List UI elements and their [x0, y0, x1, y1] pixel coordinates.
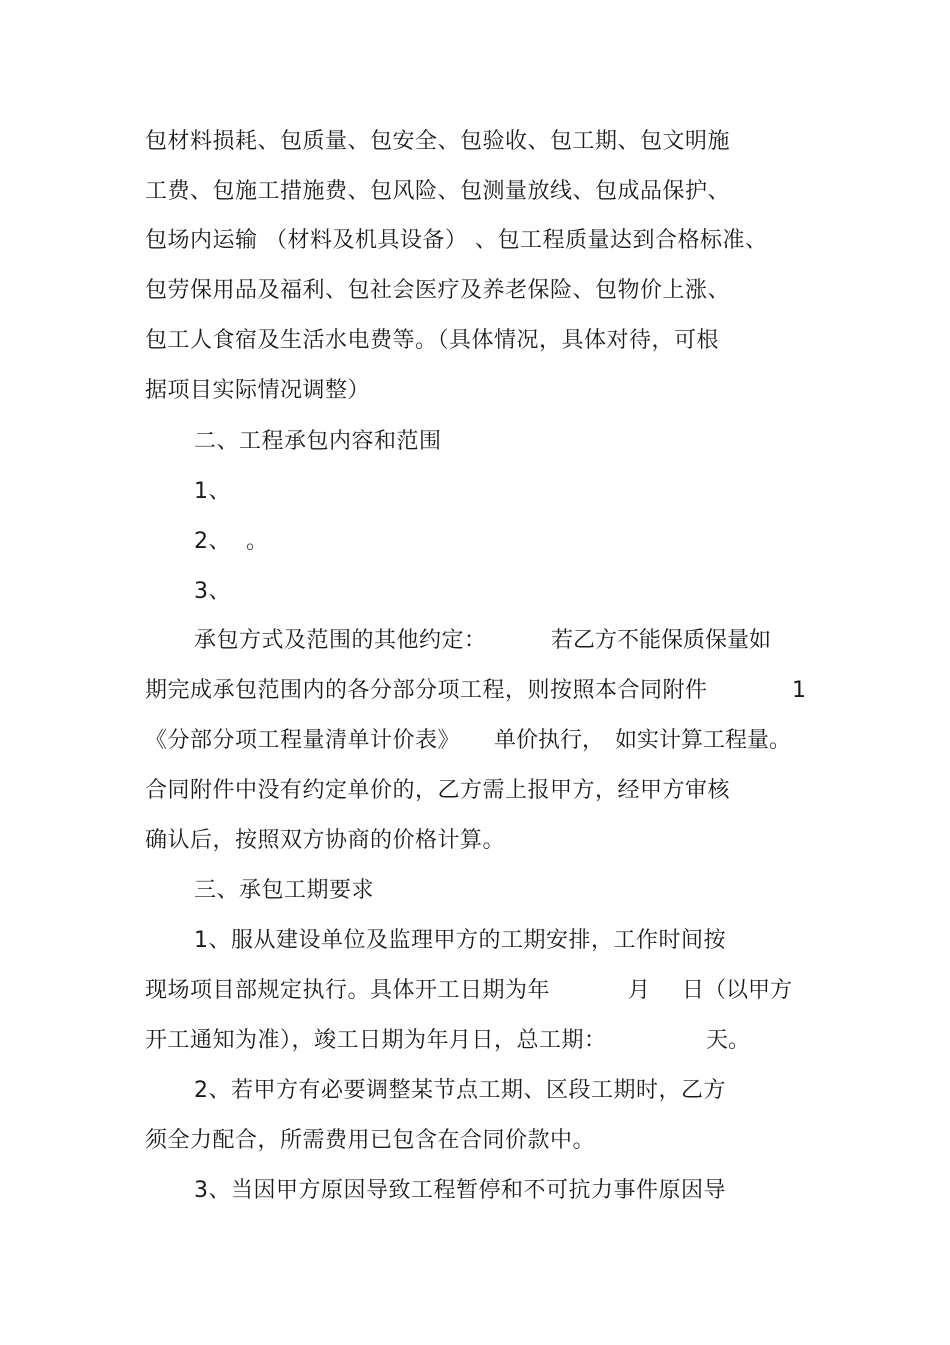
- list-item: 3、: [194, 579, 231, 604]
- list-item: 1、: [194, 479, 231, 504]
- paragraph-line: 包劳保用品及福利、包社会医疗及养老保险、包物价上涨、: [145, 278, 731, 303]
- section-heading: 二、工程承包内容和范围: [194, 429, 442, 454]
- paragraph-fragment: 日（以甲方: [682, 978, 793, 1003]
- attachment-number: 1: [792, 678, 806, 703]
- paragraph-line: 包材料损耗、包质量、包安全、包验收、包工期、包文明施: [145, 129, 731, 154]
- paragraph-line: 3、当因甲方原因导致工程暂停和不可抗力事件原因导: [194, 1178, 726, 1203]
- paragraph-line: 包场内运输 （材料及机具设备） 、包工程质量达到合格标准、: [145, 228, 768, 253]
- paragraph-line: 承包方式及范围的其他约定：: [194, 628, 487, 653]
- paragraph-fragment: 如实计算工程量。: [615, 728, 792, 753]
- paragraph-fragment: 月: [628, 978, 651, 1003]
- paragraph-line: 开工通知为准），竣工日期为年月日，总工期：: [145, 1028, 607, 1053]
- list-item: 2、 。: [194, 529, 269, 554]
- paragraph-fragment: 天。: [706, 1028, 751, 1053]
- paragraph-line: 《分部分项工程量清单计价表》: [145, 728, 461, 753]
- section-heading: 三、承包工期要求: [194, 878, 375, 903]
- paragraph-line: 2、若甲方有必要调整某节点工期、区段工期时，乙方: [194, 1078, 726, 1103]
- paragraph-fragment: 单价执行，: [494, 728, 605, 753]
- paragraph-line: 据项目实际情况调整）: [145, 378, 371, 403]
- paragraph-line: 确认后，按照双方协商的价格计算。: [145, 828, 506, 853]
- paragraph-line: 包工人食宿及生活水电费等。（具体情况，具体对待，可根: [145, 328, 720, 353]
- paragraph-fragment: 若乙方不能保质保量如: [551, 628, 772, 653]
- paragraph-line: 期完成承包范围内的各分部分项工程，则按照本合同附件: [145, 678, 708, 703]
- paragraph-line: 须全力配合，所需费用已包含在合同价款中。: [145, 1128, 596, 1153]
- paragraph-line: 现场项目部规定执行。具体开工日期为年: [145, 978, 551, 1003]
- paragraph-line: 1、服从建设单位及监理甲方的工期安排，工作时间按: [194, 928, 726, 953]
- paragraph-line: 合同附件中没有约定单价的，乙方需上报甲方，经甲方审核: [145, 778, 731, 803]
- paragraph-line: 工费、包施工措施费、包风险、包测量放线、包成品保护、: [145, 179, 731, 204]
